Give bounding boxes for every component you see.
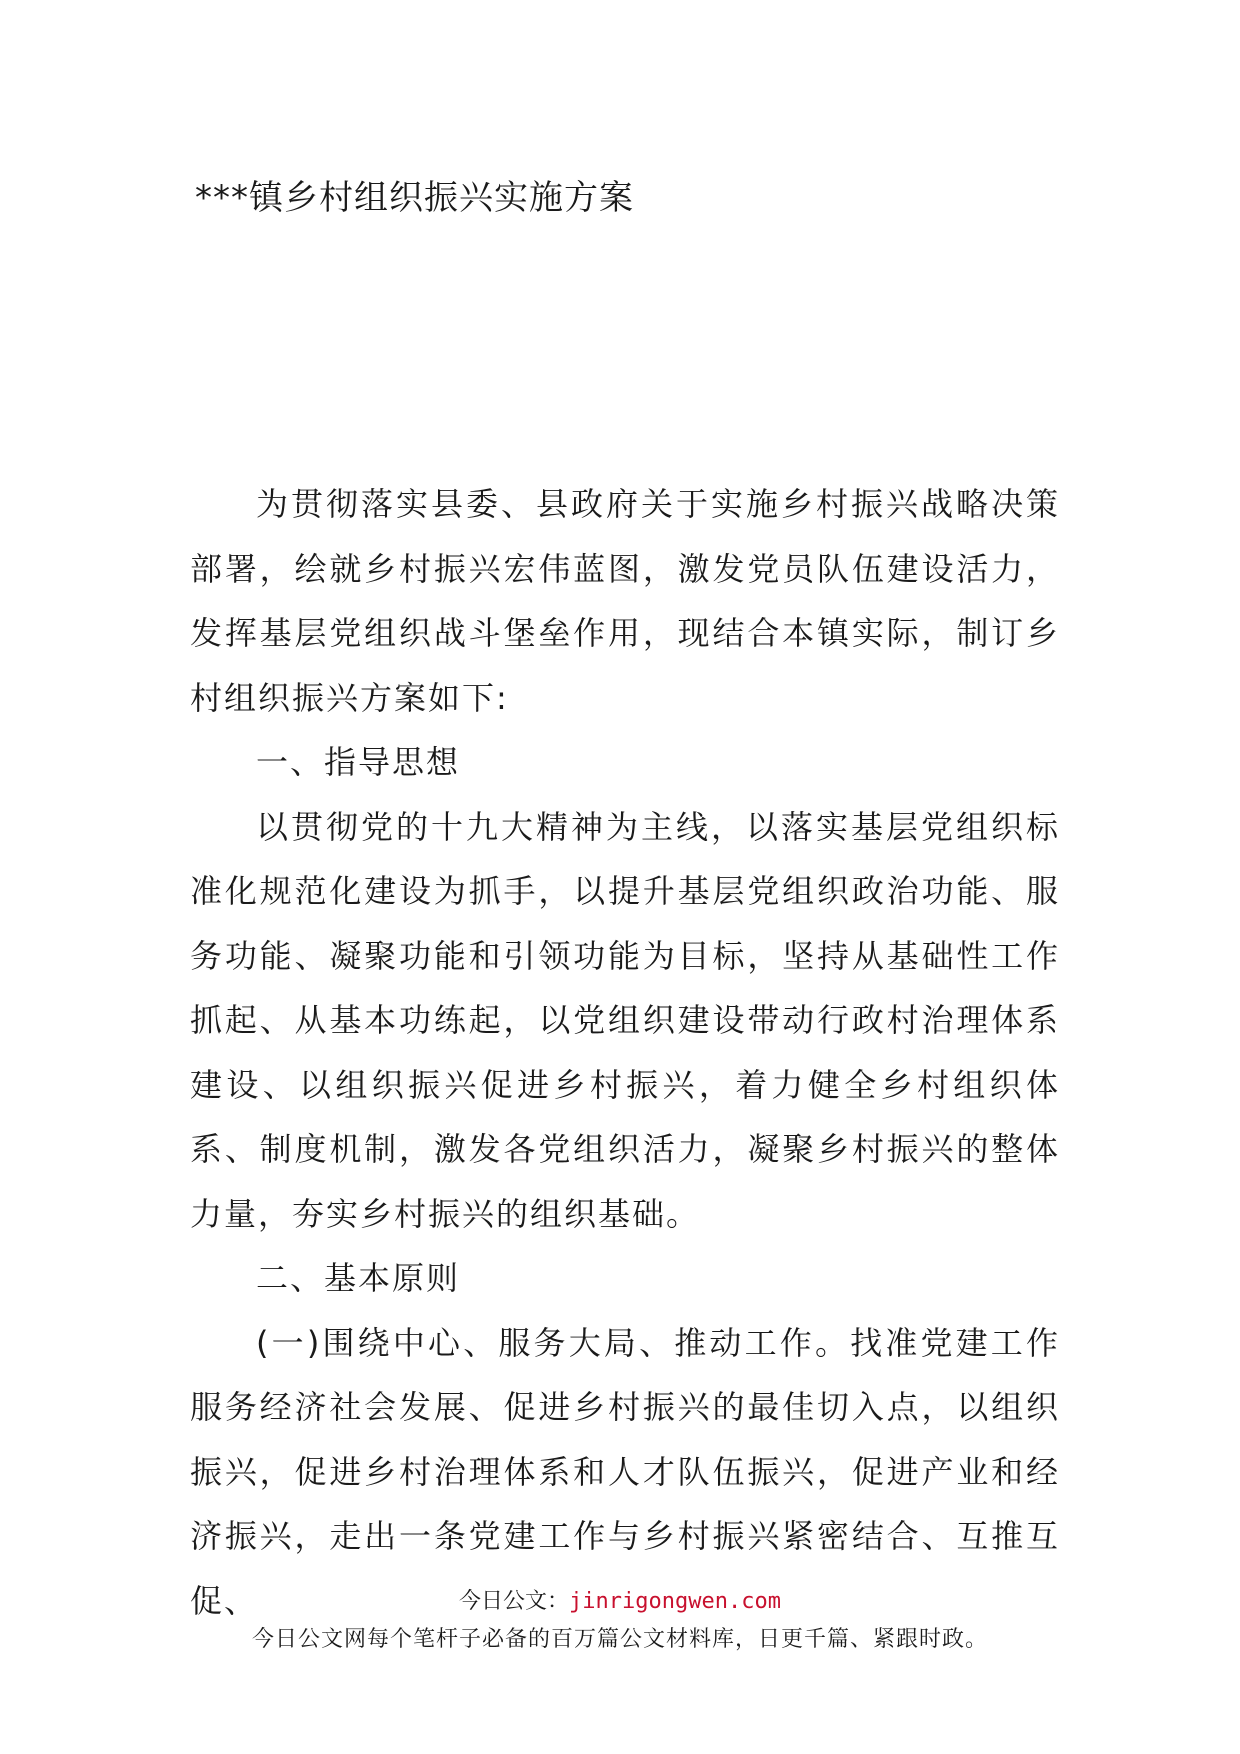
document-title: ***镇乡村组织振兴实施方案: [195, 178, 634, 218]
section-heading-guiding-ideology: 一、指导思想: [256, 743, 461, 781]
principle-one-paragraph: (一)围绕中心、服务大局、推动工作。找准党建工作服务经济社会发展、促进乡村振兴的最佳切入点，以组织振兴，促进乡村治理体系和人才队伍振兴，促进产业和经济振兴，走出一条党建工作与乡村振兴紧密结合、互推互促、: [190, 1323, 1060, 1620]
footer-slogan: 今日公文网每个笔杆子必备的百万篇公文材料库，日更千篇、紧跟时政。: [251, 1627, 988, 1652]
guiding-ideology-paragraph: 以贯彻党的十九大精神为主线，以落实基层党组织标准化规范化建设为抓手，以提升基层党组织政治功能、服务功能、凝聚功能和引领功能为目标，坚持从基础性工作抓起、从基本功练起，以党组织建设带动行政村治理体系建设、以组织振兴促进乡村振兴，着力健全乡村组织体系、制度机制，激发各党组织活力，凝聚乡村振兴的整体力量，夯实乡村振兴的组织基础。: [190, 807, 1060, 1233]
footer-site-url[interactable]: jinrigongwen.com: [569, 1589, 781, 1614]
intro-paragraph: 为贯彻落实县委、县政府关于实施乡村振兴战略决策部署，绘就乡村振兴宏伟蓝图，激发党员队伍建设活力，发挥基层党组织战斗堡垒作用，现结合本镇实际，制订乡村组织振兴方案如下:: [190, 485, 1060, 717]
section-heading-basic-principles: 二、基本原则: [256, 1259, 461, 1297]
footer-site-label: 今日公文：: [459, 1589, 570, 1614]
footer-site-line: [0, 1588, 1240, 1616]
document-body: [190, 472, 1060, 1633]
